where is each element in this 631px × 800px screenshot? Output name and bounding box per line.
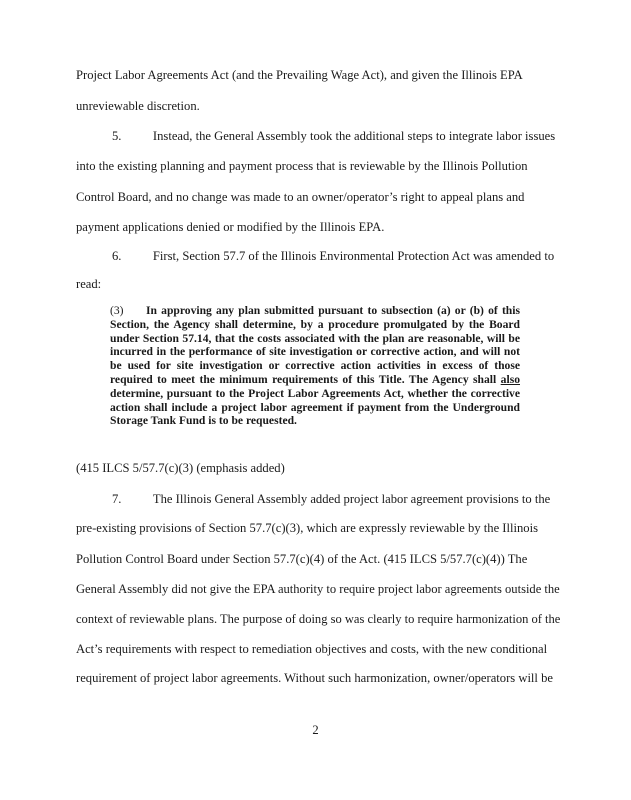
paragraph-5-line-4: payment applications denied or modified by the Illinois EPA. (76, 220, 385, 234)
paragraph-7-line-5: context of reviewable plans. The purpose of doing so was clearly to require harmonization of the (76, 612, 561, 626)
body-line-1: Project Labor Agreements Act (and the Prevailing Wage Act), and given the Illinois EPA (76, 68, 523, 82)
paragraph-5-line-1: 5. Instead, the General Assembly took the additional steps to integrate labor issues (112, 129, 556, 143)
paragraph-7-line-4: General Assembly did not give the EPA authority to require project labor agreements outside the (76, 582, 560, 596)
quote-text-part-2: determine, pursuant to the Project Labor Agreements Act, whether the corrective action shall include a project labor agreement if payment from the Underground Storage Tank Fund is to be requested. (110, 386, 520, 428)
quote-underlined-word: also (500, 372, 520, 386)
paragraph-5-line-2: into the existing planning and payment process that is reviewable by the Illinois Pollution (76, 159, 528, 173)
quote-text-part-1: In approving any plan submitted pursuant to subsection (a) or (b) of this Section, the Agency shall determine, by a procedure promulgated by the Board under Section 57.14, that the costs associated with the plan are reasonable, will be incurred in the performance of site investigation or corrective action, and will not be used for site investigation or corrective action activities in excess of those required to meet the minimum requirements of this Title. The Agency shall (110, 304, 520, 386)
paragraph-6-line-2: read: (76, 277, 102, 291)
paragraph-5-line-3: Control Board, and no change was made to an owner/operator’s right to appeal plans and (76, 190, 525, 204)
paragraph-6-line-1: 6. First, Section 57.7 of the Illinois Environmental Protection Act was amended to (112, 249, 555, 263)
citation: (415 ILCS 5/57.7(c)(3) (emphasis added) (76, 461, 285, 475)
paragraph-7-line-2: pre-existing provisions of Section 57.7(c)(3), which are expressly reviewable by the Illinois (76, 521, 538, 535)
body-line-2: unreviewable discretion. (76, 99, 200, 113)
paragraph-7-line-6: Act’s requirements with respect to remediation objectives and costs, with the new conditional (76, 642, 548, 656)
paragraph-7-line-1: 7. The Illinois General Assembly added project labor agreement provisions to the (112, 492, 551, 506)
quote-number: (3) (110, 304, 124, 317)
page-number: 2 (312, 723, 319, 737)
paragraph-7-line-3: Pollution Control Board under Section 57.7(c)(4) of the Act. (415 ILCS 5/57.7(c)(4)) The (76, 552, 528, 566)
paragraph-7-line-7: requirement of project labor agreements. Without such harmonization, owner/operators will be (76, 671, 553, 685)
block-quote (110, 304, 520, 428)
